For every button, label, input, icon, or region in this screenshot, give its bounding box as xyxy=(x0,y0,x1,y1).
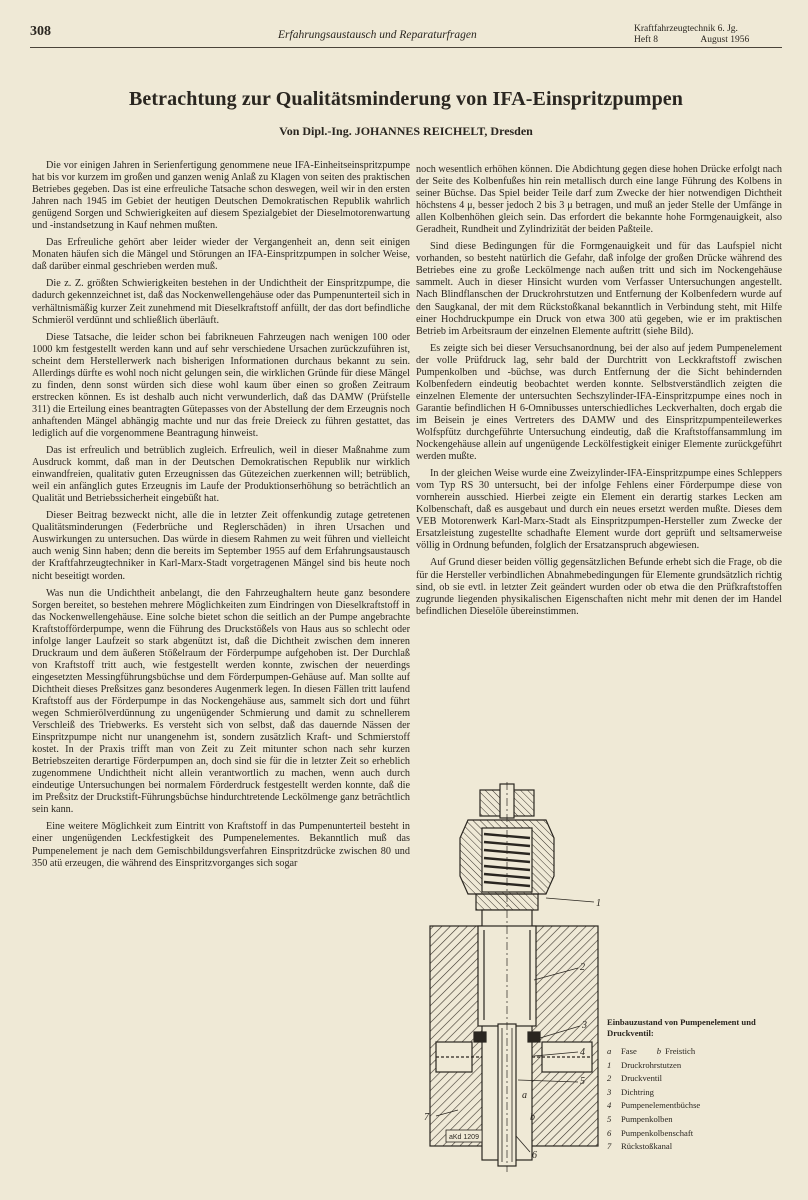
journal-line-1: Kraftfahrzeugtechnik 6. Jg. xyxy=(634,24,738,34)
pump-element-svg xyxy=(418,780,608,1175)
figure-stamp xyxy=(446,1130,482,1142)
legend-item: 3 Dichtring xyxy=(607,1086,654,1097)
paragraph: Auf Grund dieser beiden völlig gegensätzlichen Befunde erhebt sich die Frage, ob die für die Hersteller verbindlichen Abnahmebedingungen für Elemente grundsätzlich richtig sind, ob sie evtl. in letzter Zeit geändert wurden oder ob etwa die den Prüfkraftstoffen zugrunde liegenden physikalischen Eigenschaften nicht mehr mit denen der im Handel befindlichen Dieselöle übereinstimmen. xyxy=(416,557,782,617)
figure-caption: Einbauzustand von Pumpenelement und Druckventil: xyxy=(607,1017,756,1038)
journal-line-2 xyxy=(634,35,749,46)
legend-item: 7 Rückstoßkanal xyxy=(607,1141,673,1152)
legend-item: 5 Pumpenkolben xyxy=(607,1113,673,1124)
journal-info xyxy=(634,24,749,46)
legend-item: 2 Druckventil xyxy=(607,1073,663,1084)
right-column xyxy=(416,164,782,623)
legend-item: 1 Druckrohrstutzen xyxy=(607,1059,682,1070)
paragraph: Es zeigte sich bei dieser Versuchsanordnung, bei der also auf jedem Pumpenelement der volle Prüfdruck lag, sehr bald der Durchtritt von Leckkraftstoff zwischen Pumpenkolben und -büchse, was durch Entfernung der die Sicht behindernden Kolbenfedern eindeutig beobachtet werden konnte. Selbstverständlich zeigten die einzelnen Elemente der untersuchten Sechszylinder-IFA-Einspritzpumpe eines noch in Garantie befindlichen H 6-Omnibusses unterschiedliches Leckverhalten, doch ergab die im Beisein je eines Vertreters des DAMW und des Einspritzpumpenteilewerkes Wolfspfütz durchgeführte Untersuchung eindeutig, daß die Kraftstoffansammlung im Nockengehäuse allein auf ungenügende Leckölfestigkeit einiger Elemente zurückgeführt werden mußte. xyxy=(416,342,782,463)
section-title: Erfahrungsaustausch und Reparaturfragen xyxy=(278,29,477,41)
header-rule xyxy=(30,47,782,48)
figure-legend xyxy=(607,1017,787,1154)
figure-label-6: 6 xyxy=(532,1150,537,1161)
legend-item: 4 Pumpenelementbüchse xyxy=(607,1100,701,1111)
running-header xyxy=(30,20,782,54)
article-author: Von Dipl.-Ing. JOHANNES REICHELT, Dresden xyxy=(279,124,533,138)
paragraph: Diese Tatsache, die leider schon bei fabrikneuen Fahrzeugen nach wenigen 100 oder 1000 km festgestellt werden kann und auf sehr verschiedene Ursachen zurückzuführen ist, scheint dem Herstellerwerk nach bisherigen Informationen durchaus bekannt zu sein. Allerdings dürfte es wohl noch nicht gelungen sein, die wirklichen Gründe für diese Mängel zu finden, denn sonst würden sich diese wohl kaum über einen so großen Zeitraum erstrecken können. Es ist deshalb auch nicht verwunderlich, daß das DAMW (Prüfstelle 311) die Erteilung eines beantragten Gütepasses von der Abstellung der dem Erzeugnis noch anhaftenden Mängel abhängig machte und nur das freie Dreieck zu führen gestattet, das lediglich auf die vorgenommene Beantragung hinweist. xyxy=(32,331,410,439)
pump-element-drawing xyxy=(418,780,608,1175)
figure-label-5: 5 xyxy=(580,1076,585,1087)
paragraph: noch wesentlich erhöhen können. Die Abdichtung gegen diese hohen Drücke erfolgt nach der Seite des Kolbenfußes hin rein metallisch durch eine lange Führung des Kolbens in seiner Büchse. Das Spiel beider Teile darf zum Zwecke der hier notwendigen Dichtheit höchstens 4 μ, besser jedoch 2 bis 3 μ betragen, und muß an jeder Stelle der Umfänge in allen Kolbenhöhen gleich sein. Das erfordert die bekannte hohe Formgenauigkeit, also Geradheit, Rundheit und Zylindrizität der beiden Paßteile. xyxy=(416,164,782,236)
figure-label-1: 1 xyxy=(596,898,601,909)
left-column xyxy=(32,160,410,875)
legend-item: a Fase b Freistich xyxy=(607,1046,696,1056)
page-number: 308 xyxy=(30,24,51,39)
journal-date: August 1956 xyxy=(700,35,750,45)
paragraph: In der gleichen Weise wurde eine Zweizylinder-IFA-Einspritzpumpe eines Schleppers vom Typ RS 30 untersucht, bei der infolge Fehlens einer Förderpumpe diese von vornherein ausschied. Hierbei zeigte ein Element ein derartig starkes Lecken am Kolbenschaft, daß es ausgebaut und durch ein neues ersetzt werden mußte. Dieses dem VEB Motorenwerk Karl-Marx-Stadt als Einspritzpumpen-Hersteller zum Zwecke der Ersatzleistung zugestellte schadhafte Element wurde dort geprüft und seltsamerweise völlig in Ordnung befunden, folglich der Ersatzanspruch abgewiesen. xyxy=(416,468,782,552)
paragraph: Die z. Z. größten Schwierigkeiten bestehen in der Undichtheit der Einspritzpumpe, die dadurch gekennzeichnet ist, daß das Nockenwellengehäuse oder das Pumpenunterteil sich in verhältnismäßig kurzer Zeit zunehmend mit Dieselkraftstoff anfüllt, der das dort befindliche Schmieröl verdünnt und schließlich überläuft. xyxy=(32,278,410,326)
paragraph: Dieser Beitrag bezweckt nicht, alle die in letzter Zeit offenkundig zutage getretenen Qualitätsminderungen (Federbrüche und Reglerschäden) in ihren Ursachen und Auswirkungen zu untersuchen. Das würde in diesem Rahmen zu weit führen und vielleicht auch wenig Sinn haben; denn die bereits im September 1955 auf dem Erfahrungsaustausch der Kraftfahrzeugtechniker in Karl-Marx-Stadt vorgetragenen Mängel sind bis heute noch nicht beseitigt worden. xyxy=(32,510,410,582)
paragraph: Eine weitere Möglichkeit zum Eintritt von Kraftstoff in das Pumpenunterteil besteht in einer ungenügenden Leckfestigkeit des Pumpenelementes. Bekanntlich muß das Pumpenelement je nach dem Gemischbildungsverfahren Einspritzdrücke zwischen 80 und 350 atü erzeugen, die während des Einspritzvorganges sich sogar xyxy=(32,821,410,869)
article-title: Betrachtung zur Qualitätsminderung von IFA-Einspritzpumpen xyxy=(128,88,683,110)
paragraph: Die vor einigen Jahren in Serienfertigung genommene neue IFA-Einheitseinspritzpumpe hat bis vor kurzem im großen und ganzen wenig Anlaß zu Klagen von seiten des praktischen Betriebes gegeben. Das ist eine erfreuliche Tatsache schon deswegen, weil wir in den ersten Jahren nach 1945 im Gebiet der heutigen Deutschen Demokratischen Republik wahrlich genügend Sorgen und Schwierigkeiten auf diesem Spezialgebiet der Dieselmotorenwartung und -instandsetzung in Kauf nehmen mußten. xyxy=(32,160,410,232)
figure-stamp-text: aKd 1209 xyxy=(449,1134,479,1141)
paragraph: Was nun die Undichtheit anbelangt, die den Fahrzeughaltern heute ganz besondere Sorgen bereitet, so bestehen mehrere Möglichkeiten zum Eindringen von Dieselkraftstoff in das Nockenwellengehäuse. Eine solche bietet schon die seitlich an der Pumpe angebrachte Kraftstofförderpumpe, wenn die Führung des Druckstößels von Haus aus so schlecht oder infolge langer Laufzeit so stark abgenützt ist, daß die Dichtheit zwischen dem inneren Druckraum und dem äußeren Stößelraum der Förderpumpe aufgehoben ist. Der Durchlaß von Kraftstoff tritt auch, wie festgestellt werden konnte, zwischen der neuerdings eingesetzten Messingführungsbüchse und dem Förderpumpen-Gehäuse auf. Man sollte auf Dichtheit dieses Preßsitzes ganz besonderes Augenmerk legen. In diesen Fällen tritt laufend Kraftstoff aus der Förderpumpe in das Nockengehäuse aus, sammelt sich dort und führt wegen Schmierölverdünnung zu ungenügender Schmierung und damit zu schnellerem Verschleiß des Triebwerks. Es versteht sich von selbst, daß das dauernde Nässen der Einspritzpumpe nicht nur unangenehm ist, sondern zusätzlich Kraft- und Schmierstoff kostet. In der Praxis trifft man von Zeit zu Zeit mitunter schon nach sehr kurzen Betriebszeiten derartige Förderpumpen an, doch sind sie für die in letzter Zeit so erheblich zugenommene Undichtheit nicht allein verantwortlich zu machen, wenn auch durch eindeutige Untersuchungen bei normalem Förderdruck festgestellt werden konnte, daß die im Preßsitz der Druckstift-Führungsbüchse hindurchtretende Leckölmenge ganz beträchtlich sein kann. xyxy=(32,587,410,816)
figure-label-4: 4 xyxy=(580,1047,585,1058)
journal-issue: Heft 8 xyxy=(634,35,659,45)
figure-label-3: 3 xyxy=(582,1020,587,1031)
figure-label-2: 2 xyxy=(580,962,585,973)
paragraph: Das Erfreuliche gehört aber leider wieder der Vergangenheit an, denn seit einigen Monaten häufen sich die Mängel und Störungen an IFA-Einspritzpumpen in solcher Weise, daß darüber einmal geschrieben werden muß. xyxy=(32,237,410,273)
figure-label-a: a xyxy=(522,1090,527,1101)
figure-label-7: 7 xyxy=(424,1112,429,1123)
figure-label-b: b xyxy=(530,1112,535,1123)
legend-item: 6 Pumpenkolbenschaft xyxy=(607,1127,694,1138)
paragraph: Sind diese Bedingungen für die Formgenauigkeit und für das Laufspiel nicht vorhanden, so besteht natürlich die Gefahr, daß infolge der großen Drücke während des Betriebes eine zu große Leckölmenge nach außen tritt und sich im Nockengehäuse sammelt. Auch in dieser Hinsicht wurden vom Verfasser Untersuchungen angestellt. Nach Blindflanschen der Druckrohrstutzen und Entfernung der Kolbenfedern wurde auf den Saugkanal, der mit dem Rückstoßkanal bekanntlich in Verbindung steht, mit Hilfe einer Hochdruckpumpe ein Druck von etwa 300 atü gegeben, wie er im praktischen Betrieb im Arbeitsraum der einzelnen Elemente auftritt (siehe Bild). xyxy=(416,241,782,337)
paragraph: Das ist erfreulich und betrüblich zugleich. Erfreulich, weil in dieser Maßnahme zum Ausdruck kommt, daß man in der Deutschen Demokratischen Republik nur wirklich einwandfreien, qualitativ guten Erzeugnissen das Gütezeichen zuerkennen will; betrüblich, weil ein anfänglich gutes Erzeugnis im Laufe der Produktionserhöhung so beträchtlich an Qualität und Betriebssicherheit eingebüßt hat. xyxy=(32,445,410,505)
